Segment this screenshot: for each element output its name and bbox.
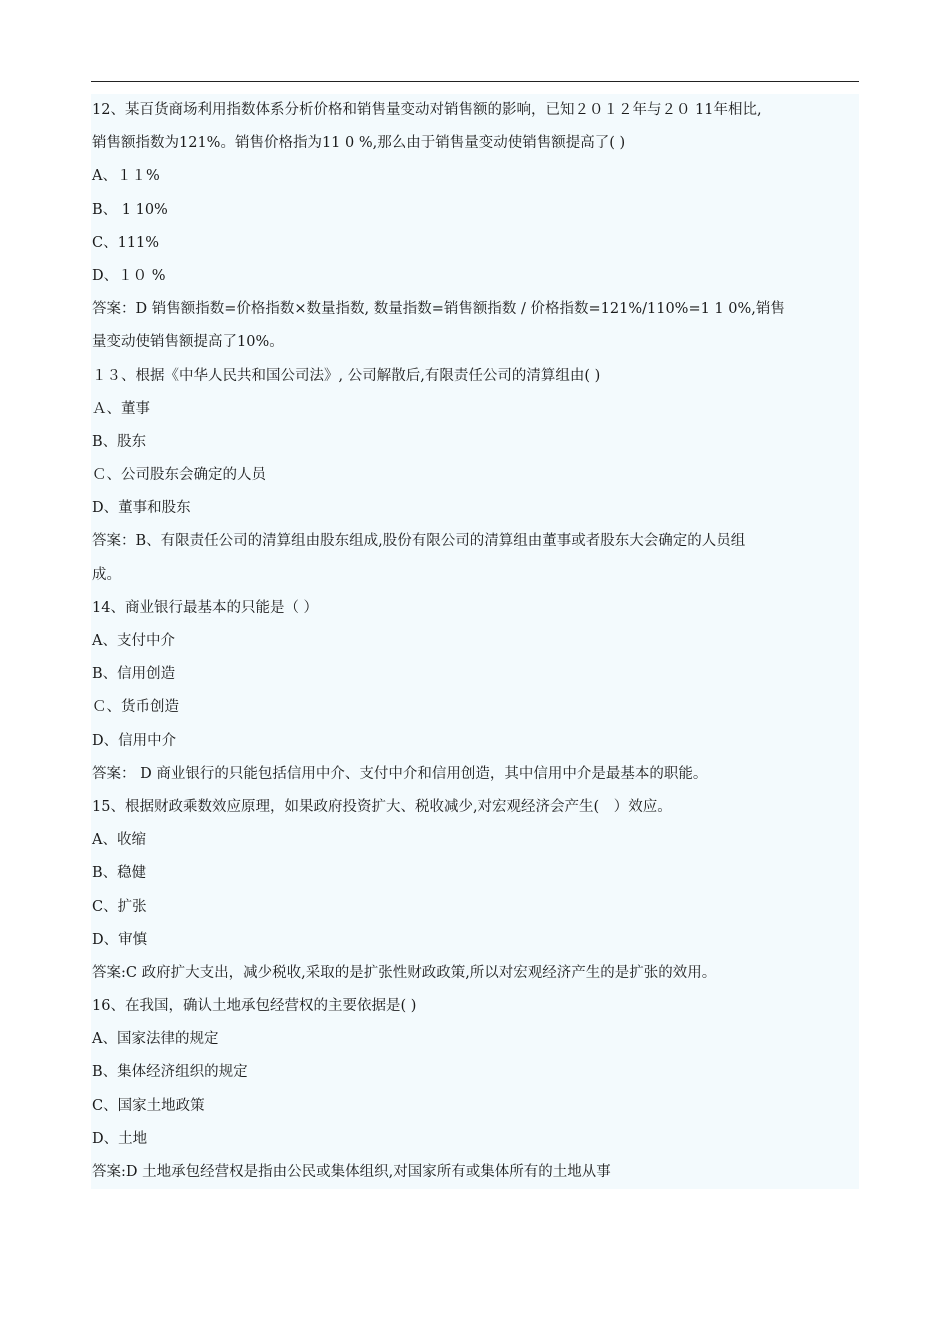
question-stem: １３、根据《中华人民共和国公司法》, 公司解散后,有限责任公司的清算组由( )	[92, 367, 601, 384]
question-stem: 14、商业银行最基本的只能是（ ）	[92, 599, 319, 616]
question-13	[91, 360, 859, 592]
option-b: B、股东	[92, 433, 147, 450]
option-b: B、信用创造	[92, 666, 176, 683]
option-c: Ｃ、货币创造	[92, 699, 179, 716]
question-15	[91, 791, 859, 990]
option-d: D、１０ %	[92, 267, 166, 284]
question-stem: 12、某百货商场利用指数体系分析价格和销售量变动对销售额的影响，已知２０１２年与２０ 11年相比,	[92, 102, 762, 118]
option-c: C、扩张	[92, 898, 147, 915]
answer-text: 量变动使销售额提高了10%。	[92, 334, 284, 351]
answer-text: 答案：B、有限责任公司的清算组由股东组成,股份有限公司的清算组由董事或者股东大会确定的人员组	[92, 533, 746, 550]
answer-text: 答案：D 销售额指数=价格指数×数量指数, 数量指数=销售额指数 / 价格指数=121%/110%=1 1 0%,销售	[92, 301, 785, 318]
question-12	[91, 94, 859, 360]
option-d: D、董事和股东	[92, 500, 191, 517]
question-16	[91, 990, 859, 1189]
option-a: A、１１%	[92, 168, 160, 185]
answer-text: 答案:C 政府扩大支出，减少税收,采取的是扩张性财政政策,所以对宏观经济产生的是扩张的效用。	[92, 964, 717, 981]
answer-text: 答案： D 商业银行的只能包括信用中介、支付中介和信用创造，其中信用中介是最基本的职能。	[92, 765, 708, 782]
option-b: B、集体经济组织的规定	[92, 1064, 248, 1081]
answer-text: 答案:D 土地承包经营权是指由公民或集体组织,对国家所有或集体所有的土地从事	[92, 1164, 611, 1180]
question-stem: 15、根据财政乘数效应原理，如果政府投资扩大、税收减少,对宏观经济会产生( ）效应。	[92, 798, 672, 815]
option-c: C、111%	[92, 234, 160, 251]
answer-text: 成。	[92, 566, 121, 583]
question-list	[91, 94, 859, 1189]
header-rule	[91, 81, 859, 82]
option-d: D、信用中介	[92, 732, 177, 749]
option-d: D、审慎	[92, 931, 148, 948]
option-a: A、收缩	[92, 832, 146, 849]
question-14	[91, 592, 859, 791]
option-d: D、土地	[92, 1130, 148, 1147]
option-c: Ｃ、公司股东会确定的人员	[92, 467, 266, 484]
question-stem: 销售额指数为121%。销售价格指为11 0 %,那么由于销售量变动使销售额提高了( )	[92, 135, 626, 152]
option-c: C、国家土地政策	[92, 1097, 205, 1114]
option-a: A、国家法律的规定	[92, 1031, 219, 1048]
question-stem: 16、在我国，确认土地承包经营权的主要依据是( )	[92, 998, 417, 1015]
option-a: A、支付中介	[92, 633, 175, 649]
option-a: Ａ、董事	[92, 400, 150, 417]
option-b: B、 1 10%	[92, 201, 168, 218]
option-b: B、稳健	[92, 865, 147, 882]
